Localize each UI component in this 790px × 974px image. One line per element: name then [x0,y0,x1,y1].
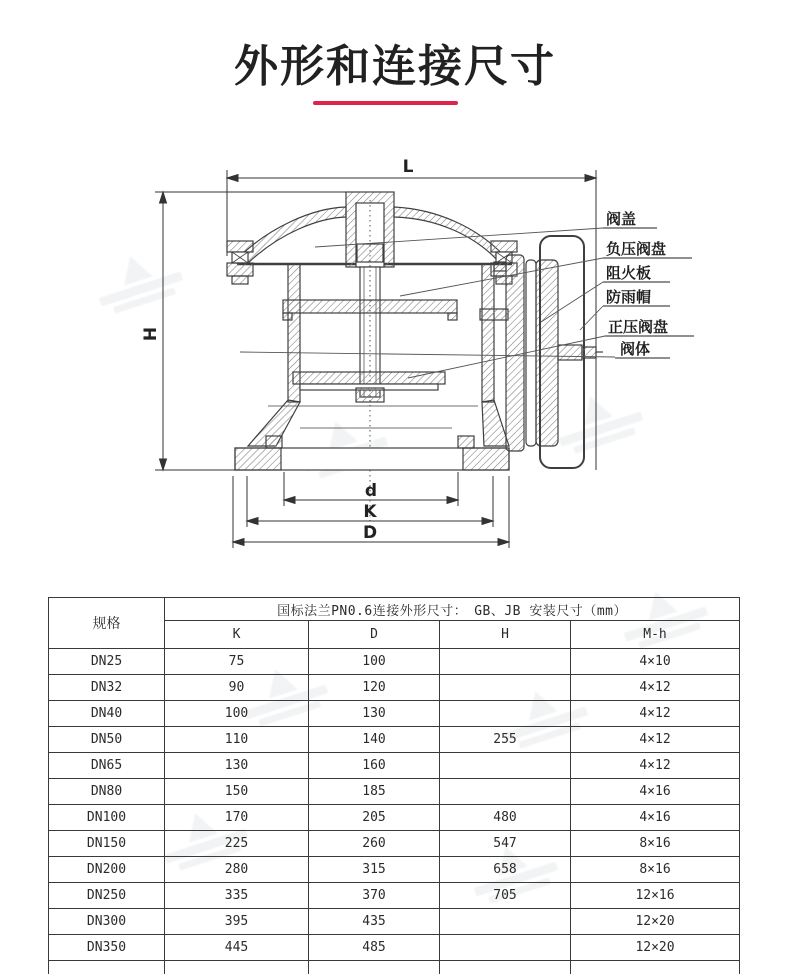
value-cell: 8×16 [571,831,740,857]
dim-label-K: K [363,502,377,522]
bottom-flange [235,436,509,470]
table-row [49,675,740,701]
table-row [49,883,740,909]
value-cell: 280 [165,857,309,883]
spec-cell: DN50 [49,727,165,753]
spec-cell: DN40 [49,701,165,727]
value-cell: 370 [309,883,440,909]
table-row [49,935,740,961]
value-cell: 75 [165,649,309,675]
spec-cell: DN32 [49,675,165,701]
pressure-disc [293,372,445,402]
value-cell: 260 [309,831,440,857]
value-cell: 4×10 [571,649,740,675]
spec-cell: DN200 [49,857,165,883]
value-cell: 12×16 [571,883,740,909]
value-cell: 130 [165,753,309,779]
value-cell: 205 [309,805,440,831]
value-cell: 4×12 [571,753,740,779]
part-label-valve-body: 阀体 [620,340,651,358]
spec-cell: DN150 [49,831,165,857]
table-row [49,831,740,857]
table-row [49,805,740,831]
value-cell: 100 [309,649,440,675]
column-header-H: H [440,621,571,649]
spec-cell: DN25 [49,649,165,675]
value-cell [440,909,571,935]
table-row [49,727,740,753]
value-cell [440,649,571,675]
value-cell: 160 [309,753,440,779]
value-cell: 100 [165,701,309,727]
dim-label-L: L [402,157,414,177]
dim-label-D: D [362,523,378,543]
value-cell: 4×16 [571,805,740,831]
table-merged-header: 国标法兰PN0.6连接外形尺寸： GB、JB 安装尺寸（mm） [165,598,740,621]
table-row [49,753,740,779]
value-cell: 435 [309,909,440,935]
column-header-K: K [165,621,309,649]
table-row [49,909,740,935]
part-label-pressure-disc: 正压阀盘 [608,318,669,336]
value-cell: 4×12 [571,701,740,727]
part-label-bonnet: 阀盖 [606,210,637,228]
value-cell [440,753,571,779]
table-row-partial [49,961,740,974]
table-row [49,857,740,883]
value-cell: 485 [309,935,440,961]
value-cell [165,961,309,974]
value-cell: 110 [165,727,309,753]
flame-arrestor-stack [526,260,558,446]
value-cell [440,779,571,805]
spec-table [48,597,740,974]
value-cell: 225 [165,831,309,857]
value-cell [440,701,571,727]
value-cell: 705 [440,883,571,909]
value-cell [440,675,571,701]
value-cell: 185 [309,779,440,805]
value-cell: 90 [165,675,309,701]
flange-bolt-left [227,241,253,284]
dimension-d [284,472,458,506]
value-cell: 150 [165,779,309,805]
value-cell: 547 [440,831,571,857]
table-row [49,701,740,727]
spec-cell: DN300 [49,909,165,935]
value-cell: 4×12 [571,675,740,701]
value-cell [49,961,165,974]
dim-label-H: H [141,326,161,342]
value-cell [440,935,571,961]
table-row [49,649,740,675]
column-header-D: D [309,621,440,649]
value-cell: 4×12 [571,727,740,753]
value-cell: 335 [165,883,309,909]
value-cell: 12×20 [571,909,740,935]
value-cell: 170 [165,805,309,831]
value-cell: 658 [440,857,571,883]
page-title: 外形和连接尺寸 [234,41,556,92]
side-flange-plate [506,255,524,451]
part-label-rain-cap: 防雨帽 [606,288,652,306]
dim-label-d: d [364,481,378,501]
value-cell: 120 [309,675,440,701]
value-cell: 315 [309,857,440,883]
value-cell: 8×16 [571,857,740,883]
value-cell [571,961,740,974]
part-label-flame-arrestor: 阻火板 [606,264,652,282]
value-cell: 255 [440,727,571,753]
value-cell: 4×16 [571,779,740,805]
value-cell [440,961,571,974]
value-cell: 395 [165,909,309,935]
spec-cell: DN80 [49,779,165,805]
spec-cell: DN350 [49,935,165,961]
value-cell: 130 [309,701,440,727]
column-header-Mh: M-h [571,621,740,649]
table-row [49,779,740,805]
spec-cell: DN100 [49,805,165,831]
value-cell: 12×20 [571,935,740,961]
value-cell: 140 [309,727,440,753]
spec-cell: DN65 [49,753,165,779]
spec-cell: DN250 [49,883,165,909]
column-header-spec: 规格 [49,598,165,649]
value-cell [309,961,440,974]
value-cell: 445 [165,935,309,961]
spec-table-body [49,649,740,974]
part-label-vacuum-disc: 负压阀盘 [606,240,667,258]
value-cell: 480 [440,805,571,831]
